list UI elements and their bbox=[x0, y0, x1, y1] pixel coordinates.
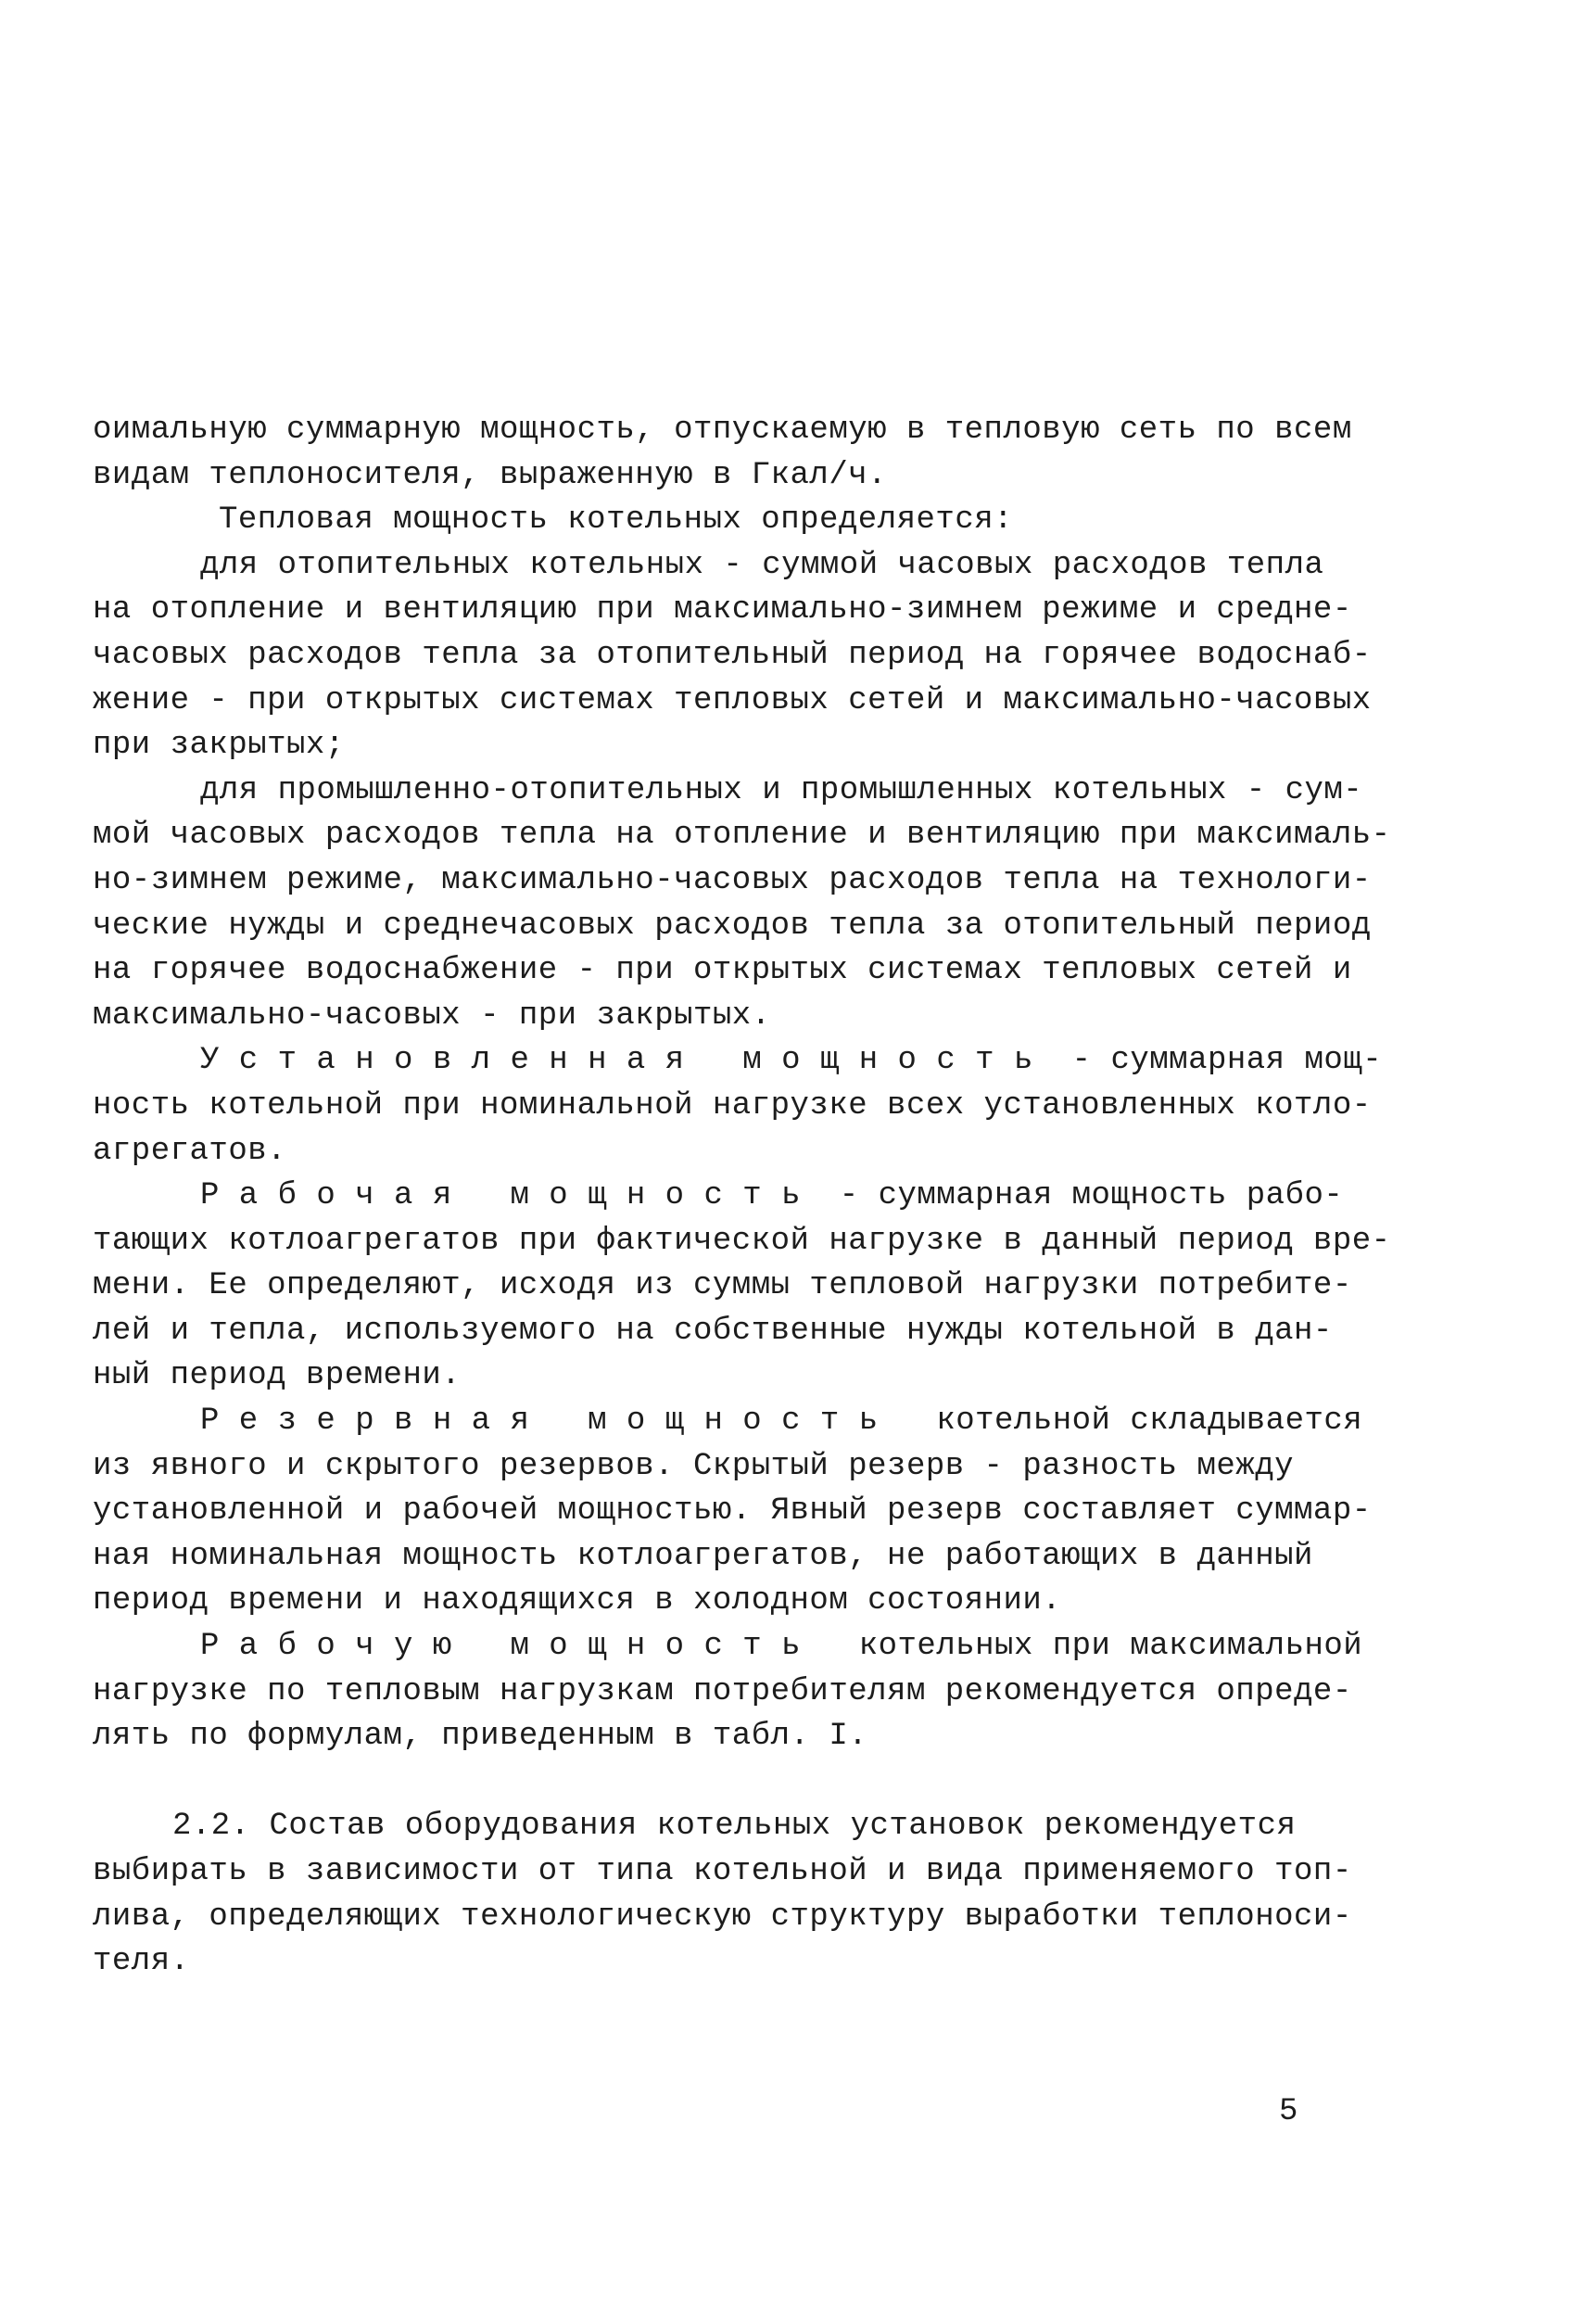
text-line: выбирать в зависимости от типа котельной и вида применяемого топ- bbox=[93, 1854, 1352, 1889]
paragraph-gap bbox=[93, 1759, 1372, 1805]
text-line: Тепловая мощность котельных определяется: bbox=[219, 502, 1014, 539]
text-line: 2.2. Состав оборудования котельных установок рекомендуется bbox=[172, 1809, 1297, 1845]
main-text bbox=[93, 408, 1391, 1985]
text-line: на горячее водоснабжение - при открытых системах тепловых сетей и bbox=[93, 953, 1352, 989]
text-line: установленной и рабочей мощностью. Явный резерв составляет суммар- bbox=[93, 1493, 1372, 1530]
text-line: период времени и находящихся в холодном состоянии. bbox=[93, 1583, 1062, 1619]
page-number: 5 bbox=[1279, 2094, 1298, 2129]
text-line: максимально-часовых - при закрытых. bbox=[93, 997, 771, 1034]
text-line: мени. Ее определяют, исходя из суммы тепловой нагрузки потребите- bbox=[93, 1268, 1352, 1304]
text-line: жение - при открытых системах тепловых сетей и максимально-часовых bbox=[93, 682, 1372, 718]
text-line: видам теплоносителя, выраженную в Гкал/ч. bbox=[93, 457, 888, 493]
text-line: из явного и скрытого резервов. Скрытый резерв - разность между bbox=[93, 1448, 1295, 1484]
text-line: агрегатов. bbox=[93, 1133, 287, 1169]
text-line: на отопление и вентиляцию при максимально-зимнем режиме и средне- bbox=[93, 592, 1352, 629]
text-line: теля. bbox=[93, 1944, 190, 1980]
text-line: лять по формулам, приведенным в табл. I. bbox=[93, 1719, 868, 1755]
text-line: лей и тепла, используемого на собственные нужды котельной в дан- bbox=[93, 1313, 1333, 1349]
text-line: ческие нужды и среднечасовых расходов тепла за отопительный период bbox=[93, 908, 1372, 944]
text-line: для отопительных котельных - суммой часовых расходов тепла bbox=[200, 547, 1324, 583]
text-line: часовых расходов тепла за отопительный период на горячее водоснаб- bbox=[93, 637, 1372, 673]
text-line: ная номинальная мощность котлоагрегатов, не работающих в данный bbox=[93, 1538, 1313, 1574]
text-line: ный период времени. bbox=[93, 1358, 462, 1394]
text-line: Р а б о ч у ю м о щ н о с т ь котельных при максимальной bbox=[200, 1629, 1363, 1665]
text-line: нагрузке по тепловым нагрузкам потребителям рекомендуется опреде- bbox=[93, 1673, 1352, 1709]
text-line: Р а б о ч а я м о щ н о с т ь - суммарная мощность рабо- bbox=[200, 1178, 1344, 1214]
text-line: оимальную суммарную мощность, отпускаемую в тепловую сеть по всем bbox=[93, 413, 1352, 448]
text-line: лива, определяющих технологическую структуру выработки теплоноси- bbox=[93, 1899, 1352, 1935]
text-line: мой часовых расходов тепла на отопление и вентиляцию при максималь- bbox=[93, 818, 1391, 854]
text-line: ность котельной при номинальной нагрузке всех установленных котло- bbox=[93, 1087, 1372, 1124]
text-line: тающих котлоагрегатов при фактической нагрузке в данный период вре- bbox=[93, 1223, 1391, 1259]
text-line: но-зимнем режиме, максимально-часовых расходов тепла на технологи- bbox=[93, 862, 1372, 898]
text-line: У с т а н о в л е н н а я м о щ н о с т ь - суммарная мощ- bbox=[200, 1043, 1383, 1079]
text-line: Р е з е р в н а я м о щ н о с т ь котельной складывается bbox=[200, 1403, 1363, 1440]
text-line: для промышленно-отопительных и промышленных котельных - сум- bbox=[200, 772, 1363, 808]
text-line: при закрытых; bbox=[93, 728, 345, 764]
